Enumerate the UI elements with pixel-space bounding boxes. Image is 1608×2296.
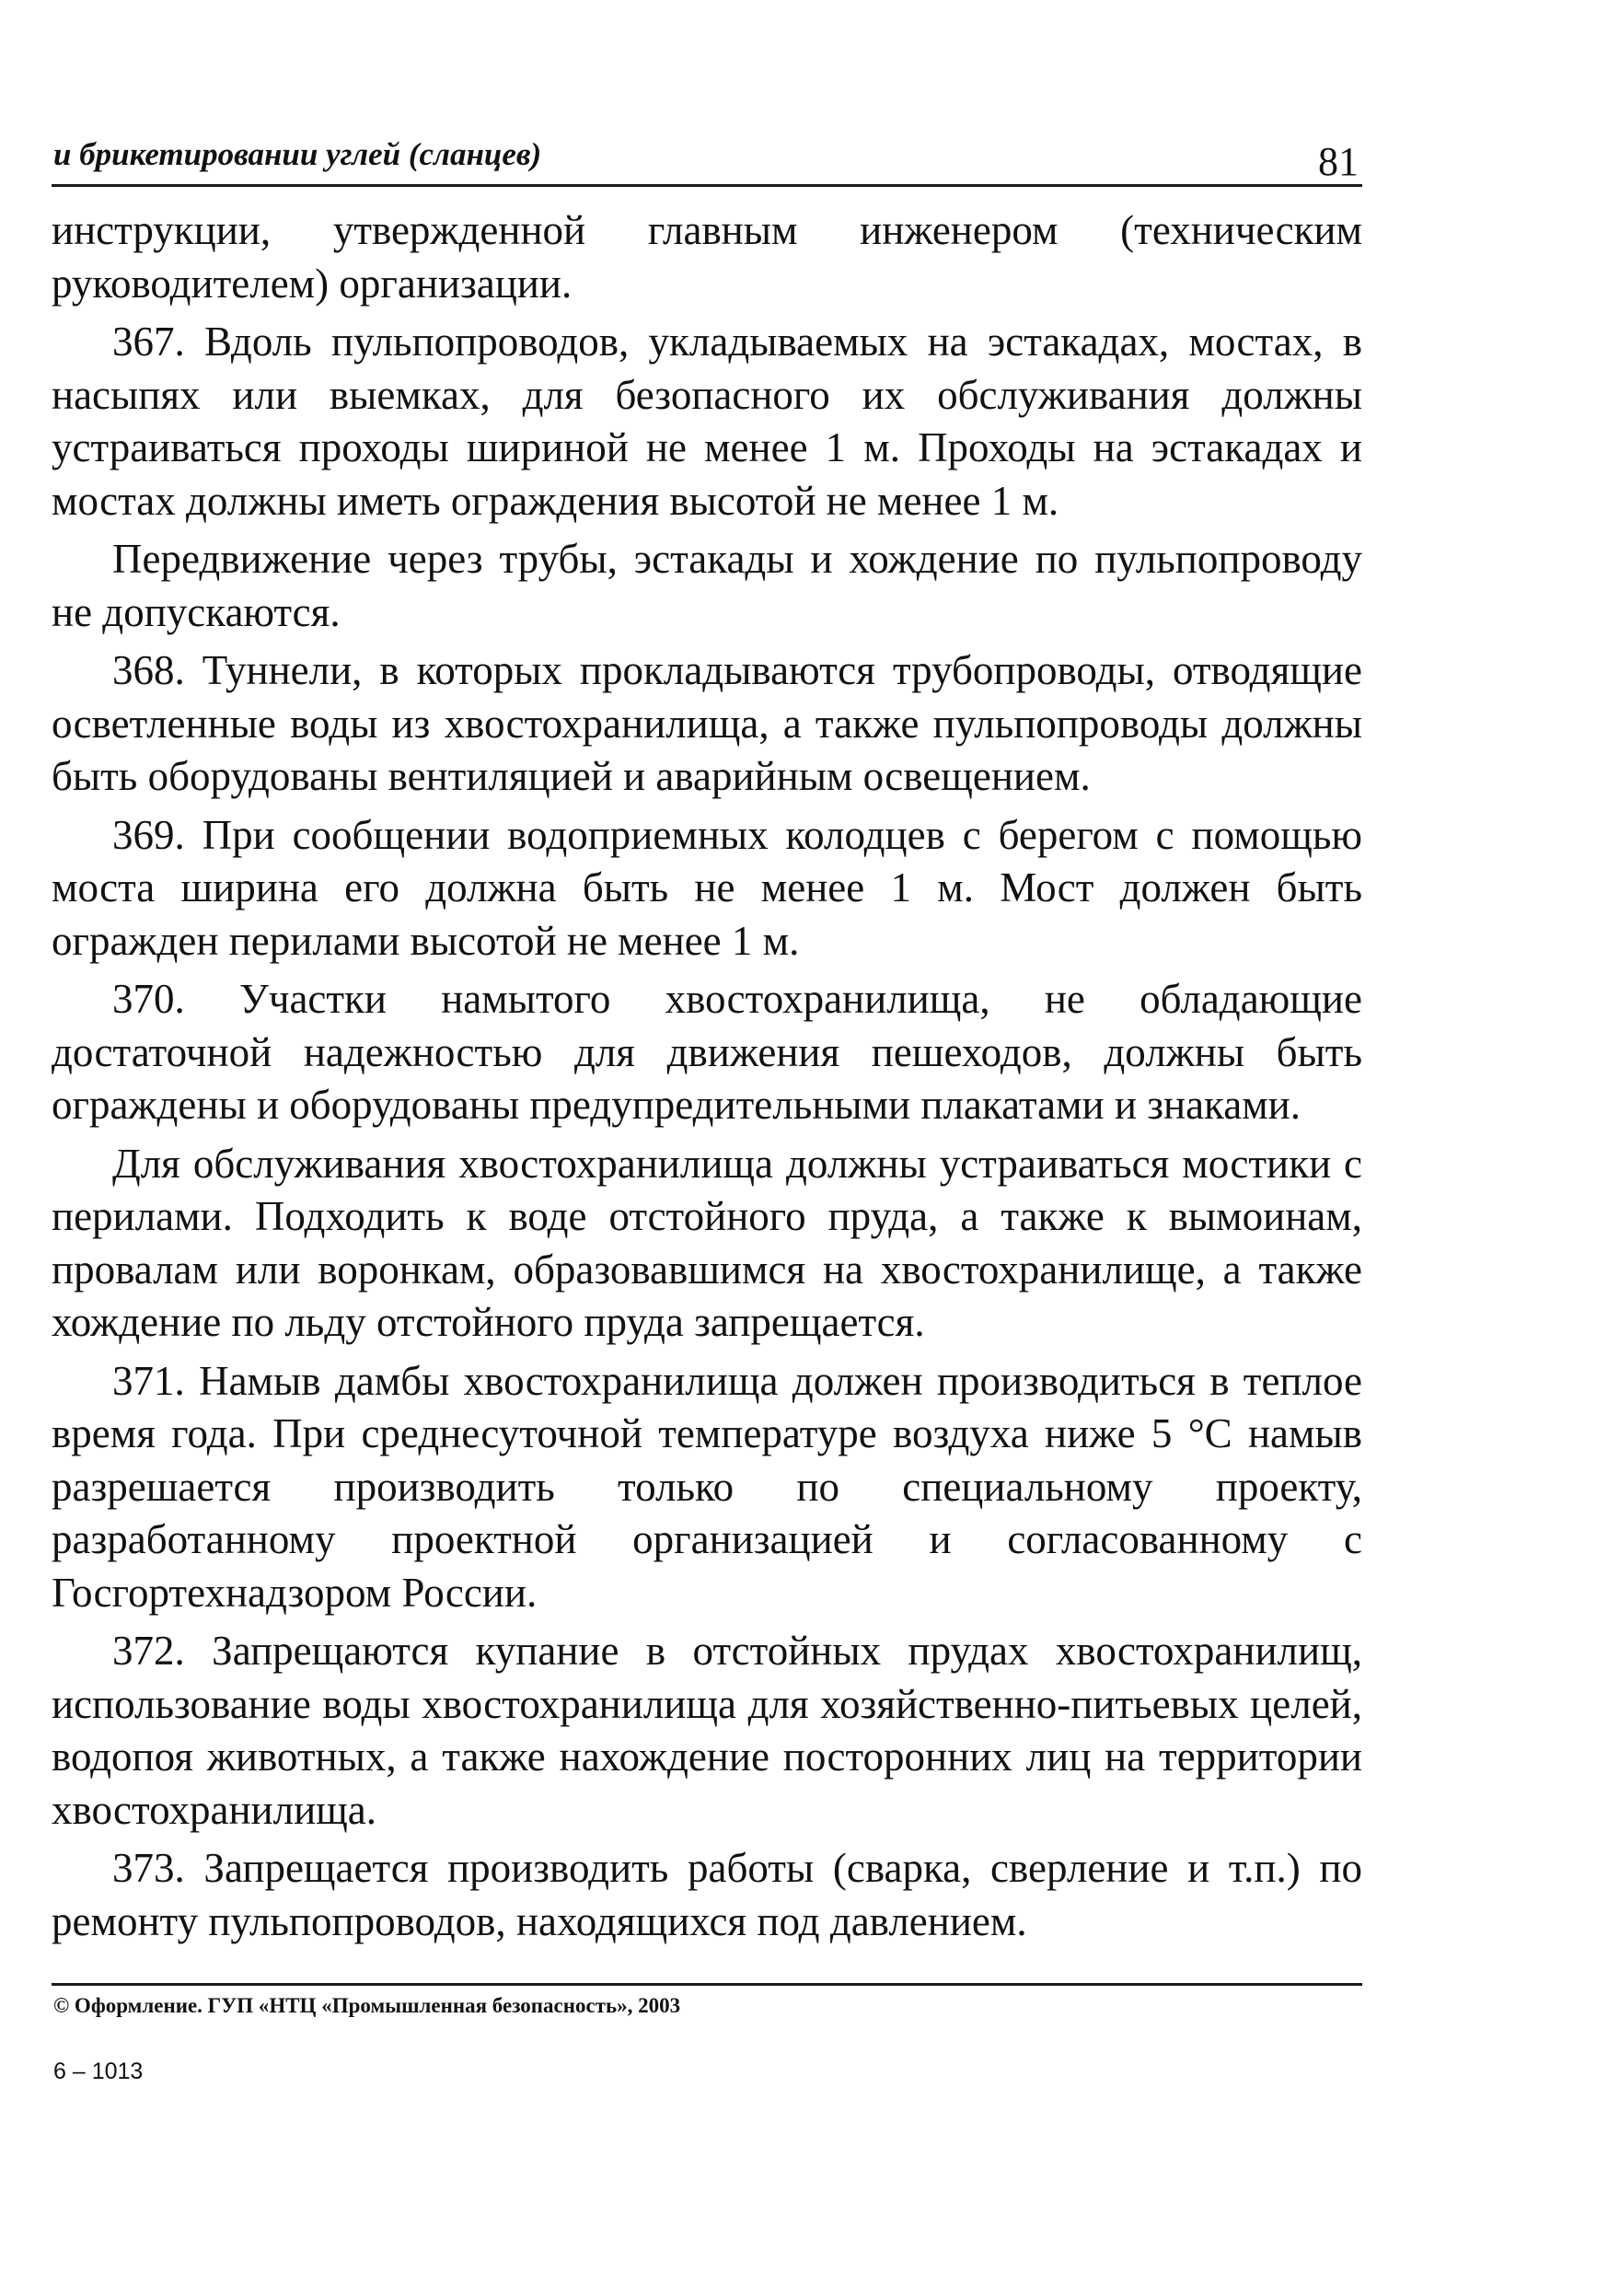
paragraph-369: 369. При сообщении водоприемных колодцев с берегом с помощью моста ширина его должна быть не менее 1 м. Мост должен быть огражден перилами высотой не менее 1 м.	[52, 811, 1362, 964]
paragraph-372: 372. Запрещаются купание в отстойных прудах хвостохранилищ, использование воды хвостохранилища для хозяйственно-питьевых целей, водопоя животных, а также нахождение посторонних лиц на территории хвостохранилища.	[52, 1628, 1362, 1833]
paragraph-373: 373. Запрещается производить работы (сварка, сверление и т.п.) по ремонту пульпопроводов, находящихся под давлением.	[52, 1845, 1362, 1944]
paragraph-371: 371. Намыв дамбы хвостохранилища должен производиться в теплое время года. При среднесуточной температуре воздуха ниже 5 °С намыв разрешается производить только по специальному проекту, разработанному проектной организацией и согласованному с Госгортехнадзором России.	[52, 1357, 1362, 1616]
copyright-notice: © Оформление. ГУП «НТЦ «Промышленная безопасность», 2003	[53, 1994, 681, 2017]
sheet-signature: 6 – 1013	[53, 2058, 144, 2084]
paragraph-368: 368. Туннели, в которых прокладываются трубопроводы, отводящие осветленные воды из хвостохранилища, а также пульпопроводы должны быть оборудованы вентиляцией и аварийным освещением.	[52, 647, 1362, 799]
paragraph-370-note: Для обслуживания хвостохранилища должны устраиваться мостики с перилами. Подходить к воде отстойного пруда, а также к вымоинам, провалам или воронкам, образовавшимся на хвостохранилище, а также хождение по льду отстойного пруда запрещается.	[52, 1140, 1362, 1345]
paragraph-367: 367. Вдоль пульпопроводов, укладываемых на эстакадах, мостах, в насыпях или выемках, для безопасного их обслуживания должны устраиваться проходы шириной не менее 1 м. Проходы на эстакадах и мостах должны иметь ограждения высотой не менее 1 м.	[52, 319, 1362, 524]
footer-rule	[52, 1983, 1362, 1986]
body-text	[52, 204, 1362, 1954]
document-page	[52, 0, 1362, 2296]
running-header-title: и брикетировании углей (сланцев)	[53, 136, 542, 172]
paragraph-370: 370. Участки намытого хвостохранилища, не обладающие достаточной надежностью для движения пешеходов, должны быть ограждены и оборудованы предупредительными плакатами и знаками.	[52, 976, 1362, 1128]
paragraph-continuation: инструкции, утвержденной главным инженером (техническим руководителем) организации.	[52, 207, 1362, 307]
page-number: 81	[1318, 139, 1359, 184]
running-header	[52, 129, 1362, 187]
paragraph-367-note: Передвижение через трубы, эстакады и хождение по пульпопроводу не допускаются.	[52, 536, 1362, 635]
